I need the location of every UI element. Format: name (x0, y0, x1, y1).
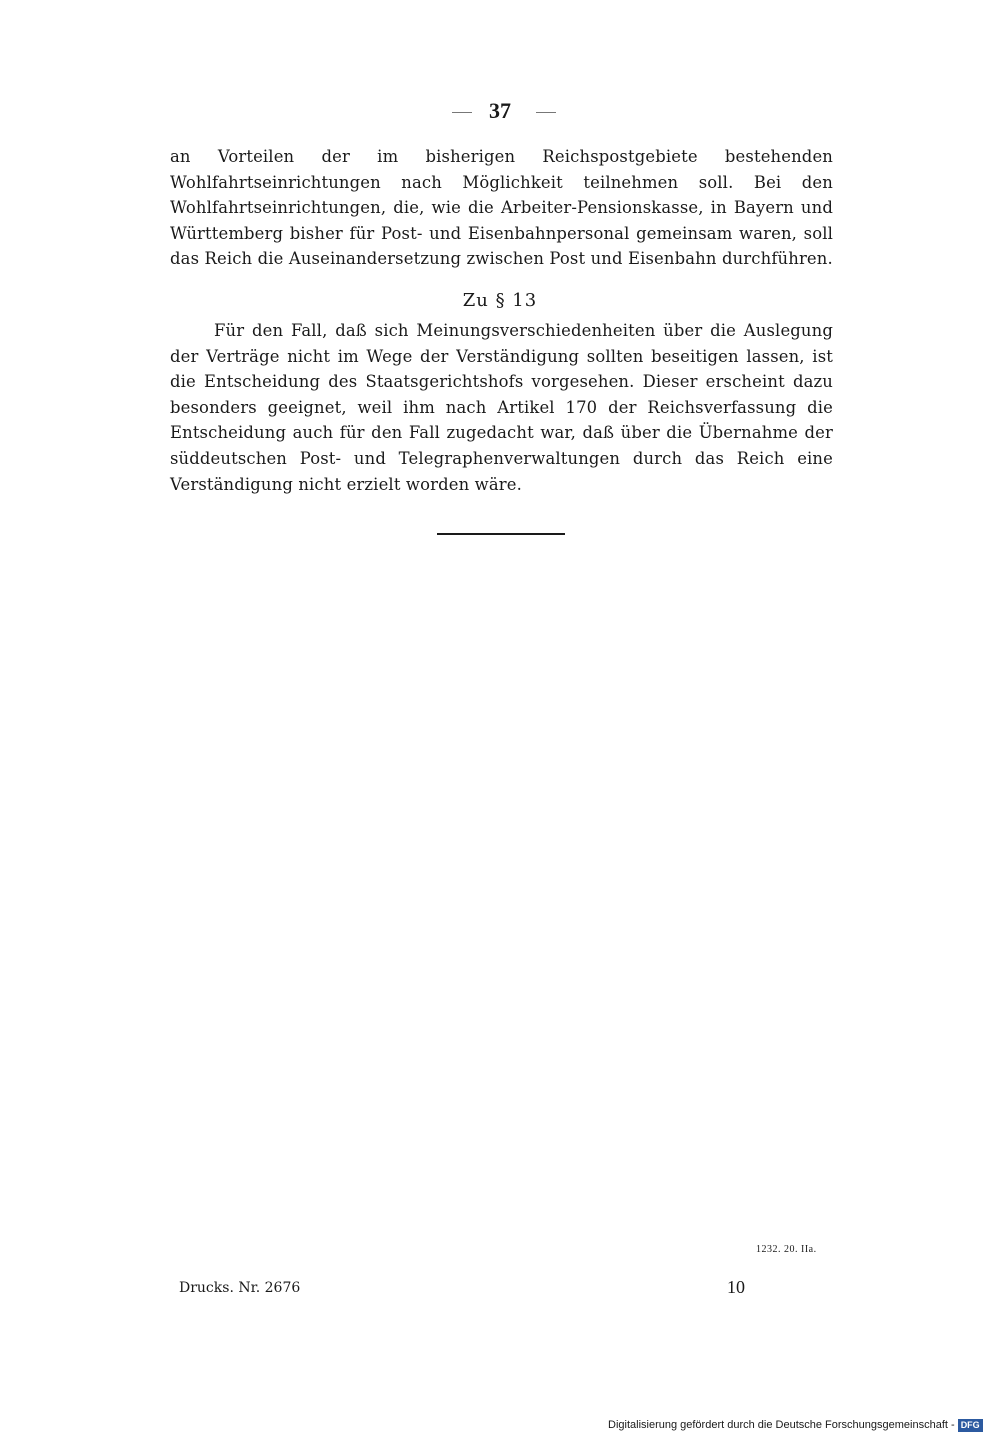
dfg-logo: DFG (958, 1419, 983, 1432)
drucksache-number: Drucks. Nr. 2676 (179, 1280, 301, 1296)
body-paragraph-2: Für den Fall, daß sich Meinungsverschiedenheiten über die Auslegung der Verträge nicht im Wege der Verständigung sollten beseitigen lassen, ist die Entscheidung des Staatsgerichtshofs vorgesehen. Dieser erscheint dazu besonders geeignet, weil ihm nach Artikel 170 der Reichsverfassung die Entscheidung auch für den Fall zugedacht war, daß über die Übernahme der süddeutschen Post- und Telegraphenverwaltungen durch das Reich eine Verständigung nicht erzielt worden wäre. (170, 321, 833, 494)
page-number: 37 (489, 98, 511, 123)
body-paragraph-1: an Vorteilen der im bisherigen Reichspostgebiete bestehenden Wohlfahrtseinrichtungen nach Möglichkeit teilnehmen soll. Bei den Wohlfahrtseinrichtungen, die, wie die Arbeiter-Pensionskasse, in Bayern und Württemberg bisher für Post- und Eisenbahnpersonal gemeinsam waren, soll das Reich die Auseinandersetzung zwischen Post und Eisenbahn durchführen. (170, 147, 833, 269)
print-code: 1232. 20. IIa. (756, 1244, 817, 1255)
sheet-number: 10 (727, 1277, 745, 1297)
section-heading: Zu § 13 (462, 290, 538, 311)
digitization-note (608, 1418, 983, 1432)
header-dash-right (536, 112, 556, 113)
closing-rule (437, 533, 565, 535)
digitization-text: Digitalisierung gefördert durch die Deutsche Forschungsgemeinschaft - (608, 1419, 955, 1431)
